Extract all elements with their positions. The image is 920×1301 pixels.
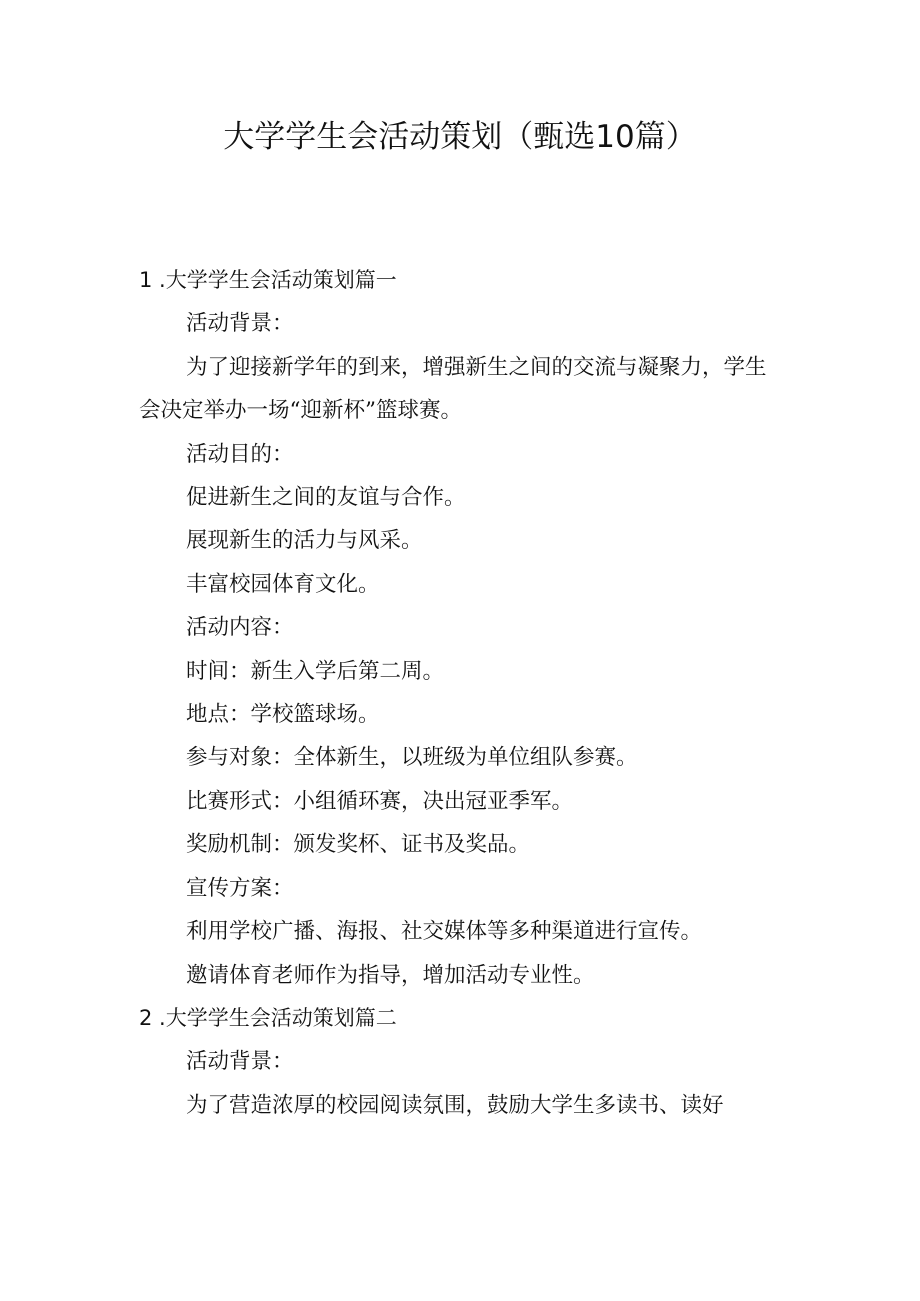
paragraph: 时间：新生入学后第二周。 bbox=[186, 658, 445, 684]
paragraph: 活动目的： bbox=[186, 441, 294, 467]
paragraph: 地点：学校篮球场。 bbox=[186, 702, 380, 728]
paragraph: 为了迎接新学年的到来，增强新生之间的交流与凝聚力，学生会决定举办一场“迎新杯”篮球赛。 bbox=[139, 354, 767, 424]
paragraph: 邀请体育老师作为指导，增加活动专业性。 bbox=[186, 962, 595, 988]
paragraph: 比赛形式：小组循环赛，决出冠亚季军。 bbox=[186, 788, 574, 814]
paragraph: 活动背景： bbox=[186, 311, 294, 337]
paragraph: 宣传方案： bbox=[186, 875, 294, 901]
paragraph: 为了营造浓厚的校园阅读氛围，鼓励大学生多读书、读好 bbox=[186, 1092, 724, 1118]
document-body bbox=[139, 259, 779, 1127]
paragraph: 奖励机制：颁发奖杯、证书及奖品。 bbox=[186, 832, 531, 858]
paragraph: 活动背景： bbox=[186, 1049, 294, 1075]
section-heading: 1 .大学学生会活动策划篇一 bbox=[139, 268, 397, 292]
section-heading: 2 .大学学生会活动策划篇二 bbox=[139, 1005, 397, 1030]
paragraph: 参与对象：全体新生，以班级为单位组队参赛。 bbox=[186, 745, 638, 771]
paragraph: 展现新生的活力与风采。 bbox=[186, 528, 423, 554]
document-title: 大学学生会活动策划（甄选10篇） bbox=[223, 119, 697, 155]
paragraph: 利用学校广播、海报、社交媒体等多种渠道进行宣传。 bbox=[186, 919, 703, 945]
paragraph: 促进新生之间的友谊与合作。 bbox=[186, 485, 466, 511]
paragraph: 活动内容： bbox=[186, 615, 294, 641]
paragraph: 丰富校园体育文化。 bbox=[186, 571, 380, 597]
